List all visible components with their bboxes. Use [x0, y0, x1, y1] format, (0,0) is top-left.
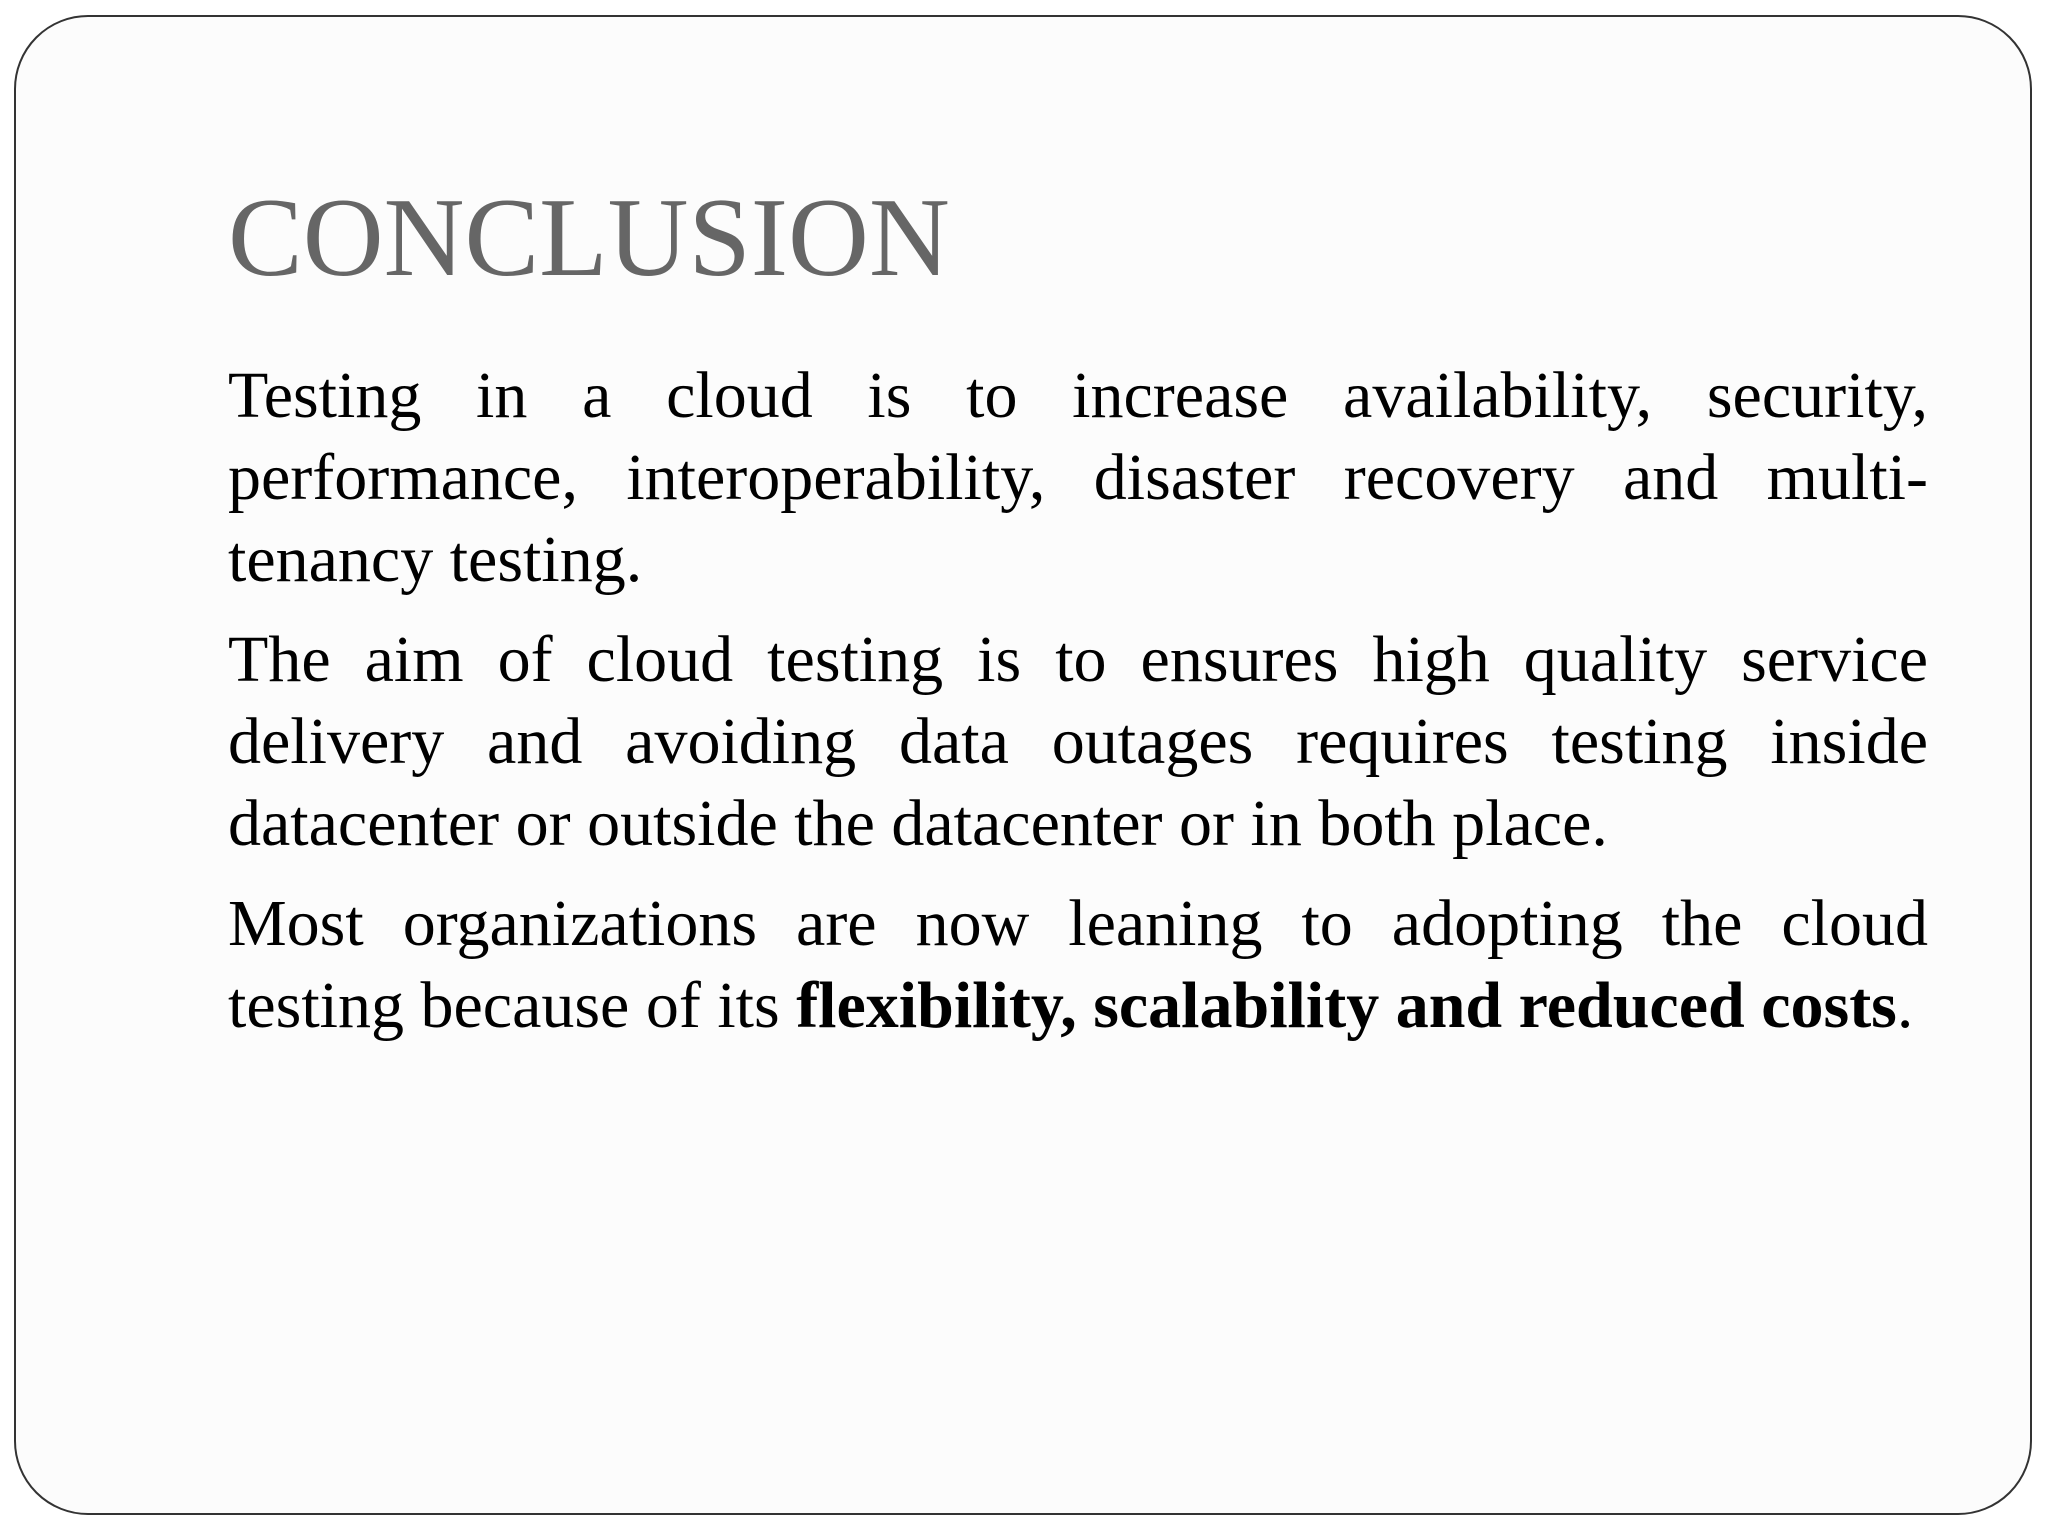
- adoption-benefits-bold: flexibility, scalability and reduced costs: [796, 969, 1897, 1042]
- paragraph-cloud-testing-aim: The aim of cloud testing is to ensures high quality service delivery and avoiding data outages requires testing inside datacenter or outside the datacenter or in both place.: [228, 623, 1928, 860]
- slide-frame: [14, 15, 2032, 1515]
- slide-title: CONCLUSION: [228, 176, 950, 300]
- paragraph-testing-goals: Testing in a cloud is to increase availability, security, performance, interoperability, disaster recovery and multi-tenancy testing.: [228, 359, 1928, 596]
- adoption-text-end: .: [1896, 969, 1914, 1042]
- slide-body: [228, 355, 1928, 1065]
- paragraph-adoption: [228, 883, 1928, 1047]
- adoption-text: Most organizations are now leaning to adopting the cloud testing because of its: [228, 887, 1928, 1042]
